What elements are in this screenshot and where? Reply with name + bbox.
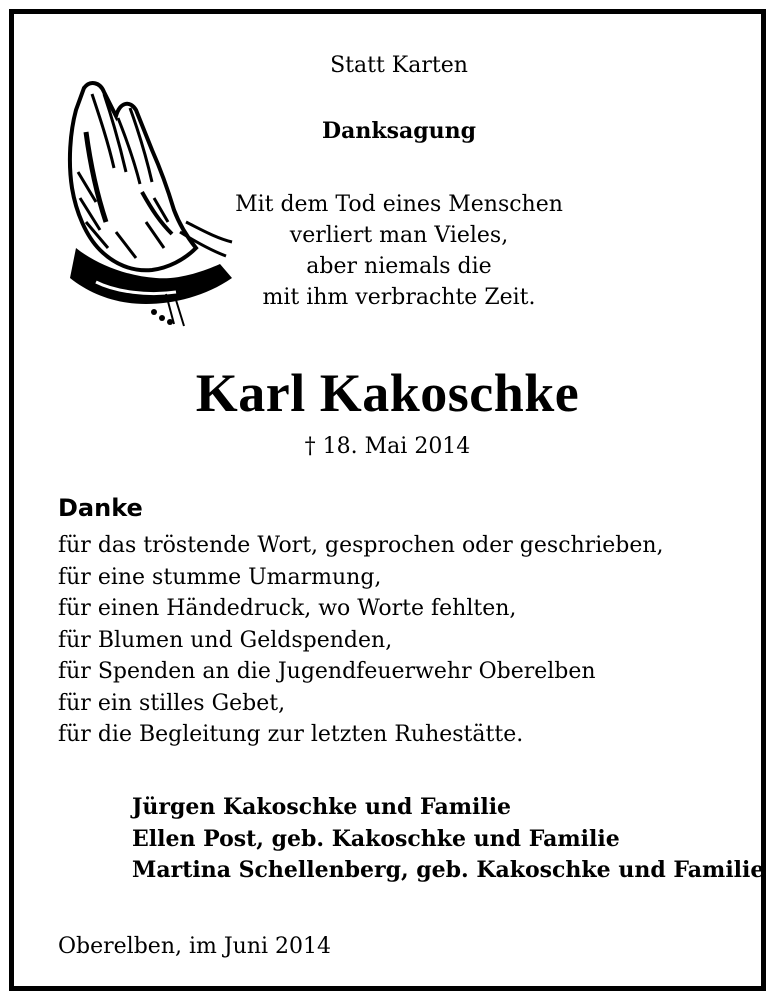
danke-heading: Danke bbox=[58, 494, 143, 522]
place-and-date: Oberelben, im Juni 2014 bbox=[58, 934, 332, 959]
signatories bbox=[132, 792, 764, 887]
signatory: Ellen Post, geb. Kakoschke und Familie bbox=[132, 825, 620, 852]
memorial-quote bbox=[194, 189, 604, 313]
quote-line: verliert man Vieles, bbox=[289, 223, 509, 248]
signatory: Martina Schellenberg, geb. Kakoschke und Familie bbox=[132, 857, 765, 883]
quote-line: aber niemals die bbox=[306, 254, 492, 279]
thanks-line: für Blumen und Geldspenden, bbox=[58, 627, 393, 653]
signatory: Jürgen Kakoschke und Familie bbox=[132, 794, 512, 820]
quote-line: Mit dem Tod eines Menschen bbox=[235, 192, 563, 217]
statt-karten-line: Statt Karten bbox=[330, 53, 468, 78]
thanks-line: für eine stumme Umarmung, bbox=[58, 564, 382, 590]
quote-line: mit ihm verbrachte Zeit. bbox=[262, 285, 536, 310]
thanks-line: für ein stilles Gebet, bbox=[58, 690, 286, 716]
death-date: † 18. Mai 2014 bbox=[304, 434, 471, 459]
deceased-name: Karl Kakoschke bbox=[195, 363, 580, 423]
thanks-line: für Spenden an die Jugendfeuerwehr Oberelben bbox=[58, 659, 596, 684]
thanks-line: für einen Händedruck, wo Worte fehlten, bbox=[58, 596, 517, 621]
obituary-card bbox=[9, 9, 766, 991]
thanks-list bbox=[58, 530, 664, 751]
danksagung-heading: Danksagung bbox=[322, 118, 476, 144]
thanks-line: für die Begleitung zur letzten Ruhestätte. bbox=[58, 722, 524, 747]
thanks-line: für das tröstende Wort, gesprochen oder geschrieben, bbox=[58, 533, 664, 558]
